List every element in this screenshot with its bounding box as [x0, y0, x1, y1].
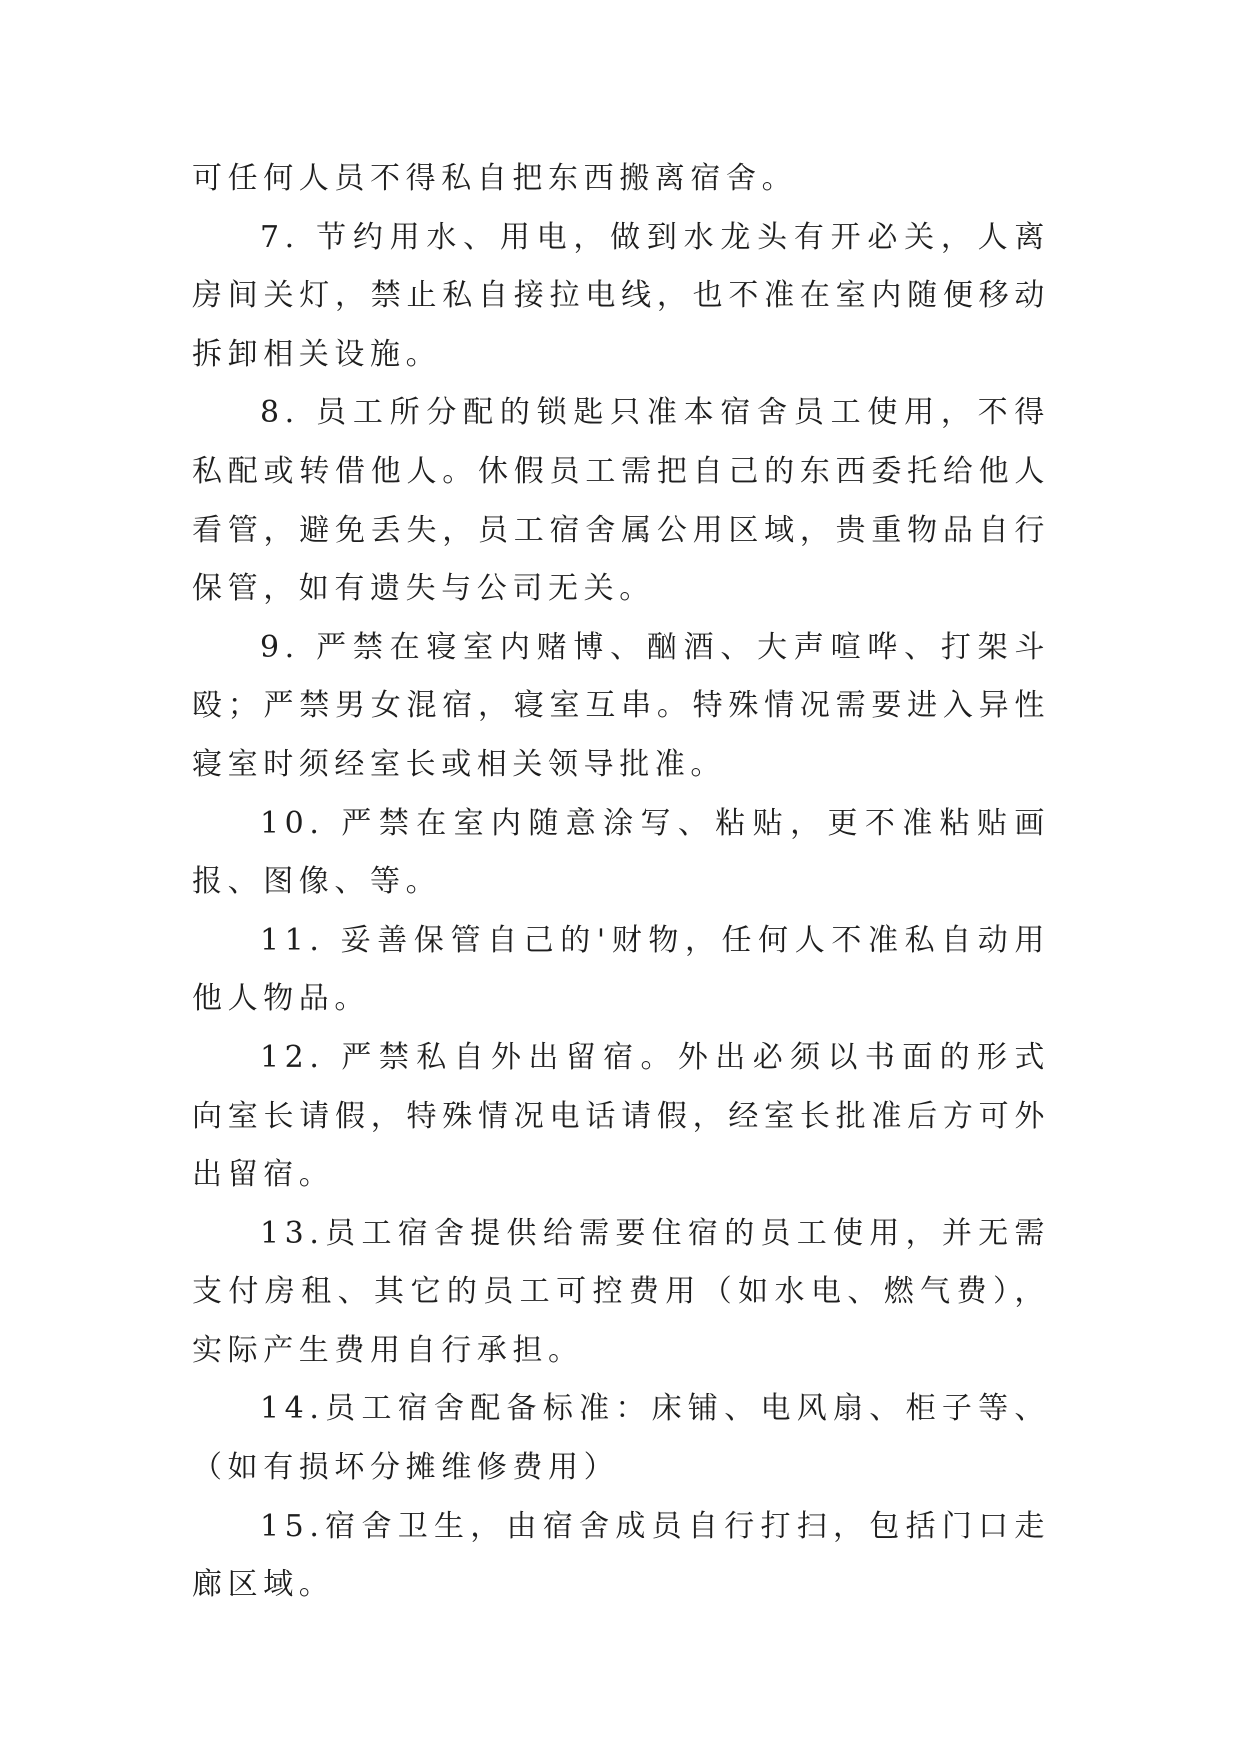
paragraph-rule-12: 12. 严禁私自外出留宿。外出必须以书面的形式向室长请假，特殊情况电话请假，经室长批准后方可外出留宿。 [192, 1039, 1050, 1193]
paragraph-rule-6-continued: 可任何人员不得私自把东西搬离宿舍。 [192, 161, 798, 196]
paragraph-rule-9: 9. 严禁在寝室内赌博、酗酒、大声喧哗、打架斗殴；严禁男女混宿，寝室互串。特殊情况需要进入异性寝室时须经室长或相关领导批准。 [192, 629, 1050, 782]
paragraph-rule-15: 15.宿舍卫生，由宿舍成员自行打扫，包括门口走廊区域。 [192, 1508, 1050, 1603]
document-page [192, 150, 1050, 1650]
paragraph-rule-14: 14.员工宿舍配备标准：床铺、电风扇、柜子等、（如有损坏分摊维修费用） [192, 1391, 1050, 1486]
paragraph-rule-8: 8. 员工所分配的锁匙只准本宿舍员工使用，不得私配或转借他人。休假员工需把自己的东西委托给他人看管，避免丢失，员工宿舍属公用区域，贵重物品自行保管，如有遗失与公司无关。 [192, 395, 1050, 607]
paragraph-rule-7: 7. 节约用水、用电，做到水龙头有开必关，人离房间关灯，禁止私自接拉电线，也不准在室内随便移动拆卸相关设施。 [192, 219, 1050, 372]
paragraph-rule-11: 11. 妥善保管自己的'财物，任何人不准私自动用他人物品。 [192, 922, 1050, 1017]
paragraph-rule-10: 10. 严禁在室内随意涂写、粘贴，更不准粘贴画报、图像、等。 [192, 805, 1050, 900]
paragraph-rule-13: 13.员工宿舍提供给需要住宿的员工使用，并无需支付房租、其它的员工可控费用（如水电、燃气费），实际产生费用自行承担。 [192, 1215, 1050, 1368]
